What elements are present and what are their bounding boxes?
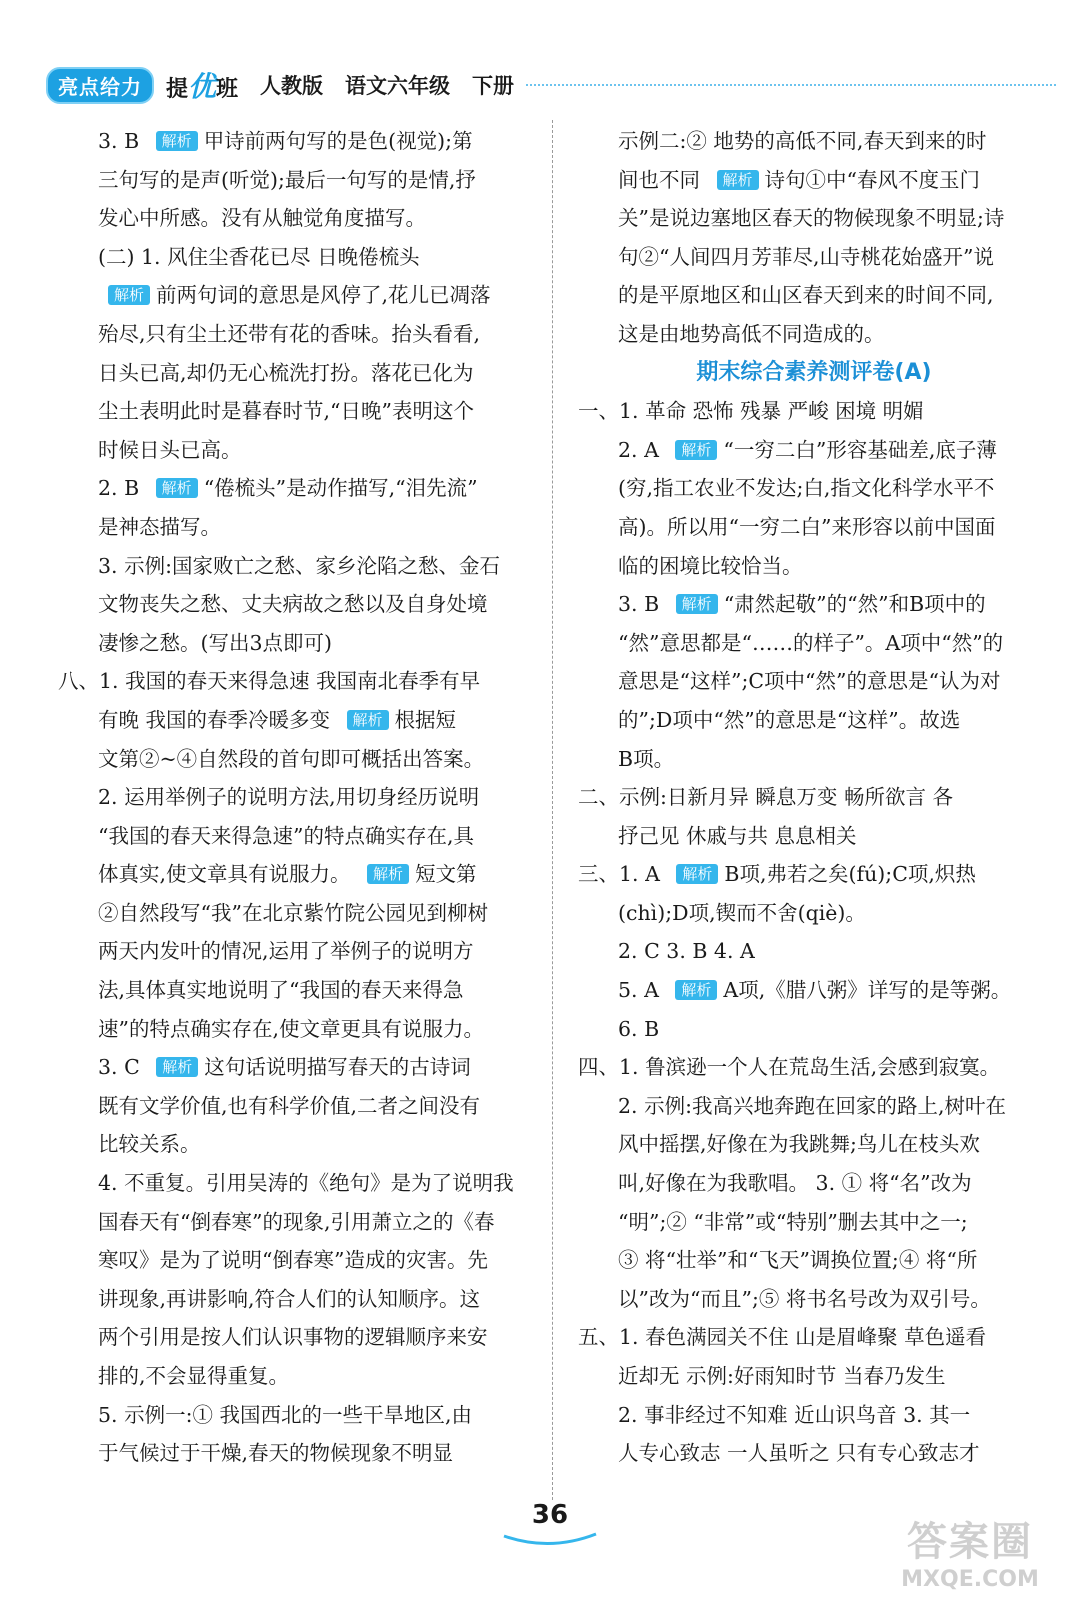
answer-line: B项。 [618,746,675,771]
answer-line: 一、1. 革命 恐怖 残暴 严峻 困境 明媚 [578,399,924,424]
analysis-tag: 解析 [156,478,198,498]
watermark [880,1510,1060,1592]
answer-line: 是神态描写。 [98,514,221,539]
answer-line: 5. A 解析 A项,《腊八粥》详写的是等粥。 [618,978,1012,1003]
answer-line: 二、示例:日新月异 瞬息万变 畅所欲言 各 [578,785,953,810]
answer-line: 意思是“这样”;C项中“然”的意思是“认为对 [618,669,1001,694]
answer-line: 有晚 我国的春季冷暖多变 解析 根据短 [98,707,457,732]
volume-label: 下册 [472,74,515,98]
answer-line: 于气候过于干燥,春天的物候现象不明显 [98,1441,454,1466]
answer-line: 高)。所以用“一穷二白”来形容以前中国面 [618,514,996,539]
brand-badge: 亮点给力 [46,67,154,104]
answer-line: 叫,好像在为我歌唱。 3. ① 将“名”改为 [618,1171,972,1196]
answer-line: 发心中所感。没有从触觉角度描写。 [98,206,426,231]
answer-line: 风中摇摆,好像在为我跳舞;鸟儿在枝头欢 [618,1132,980,1157]
answer-line: 以”改为“而且”;⑤ 将书名号改为双引号。 [618,1286,991,1311]
answer-line: 的是平原地区和山区春天到来的时间不同, [618,283,994,308]
answer-line: (穷,指工农业不发达;白,指文化科学水平不 [618,476,995,501]
answer-line: 寒叹》是为了说明“倒春寒”造成的灾害。先 [98,1248,488,1273]
answer-line: “然”意思都是“……的样子”。A项中“然”的 [618,630,1004,655]
answer-line: 2. A 解析 “一穷二白”形容基础差,底子薄 [618,437,997,462]
header-rule [526,84,1056,86]
answer-line: 排的,不会显得重复。 [98,1364,290,1388]
answer-line: 速”的特点确实存在,使文章更具有说服力。 [98,1016,484,1041]
answer-line: 5. 示例一:① 我国西北的一些干旱地区,由 [98,1402,473,1427]
analysis-tag: 解析 [676,864,718,884]
answer-line: 3. 示例:国家败亡之愁、家乡沦陷之愁、金石 [98,553,500,578]
answer-line: 3. B 解析 甲诗前两句写的是色(视觉);第 [98,129,473,153]
answer-line: “我国的春天来得急速”的特点确实存在,具 [98,823,474,848]
answer-line: 两个引用是按人们认识事物的逻辑顺序来安 [98,1325,488,1350]
analysis-tag: 解析 [717,170,759,190]
page-number-swoosh-icon [500,1530,600,1550]
left-column [58,122,528,1473]
answer-line: 四、1. 鲁滨逊一个人在荒岛生活,会感到寂寞。 [578,1055,1001,1080]
analysis-tag: 解析 [108,285,150,305]
analysis-tag: 解析 [675,440,717,460]
answer-line: 时候日头已高。 [98,437,242,462]
section-title: 期末综合素养测评卷(A) [696,359,932,385]
answer-line: 解析 前两句词的意思是风停了,花儿已凋落 [58,276,528,315]
analysis-tag: 解析 [675,980,717,1000]
answer-line: 两天内发叶的情况,运用了举例子的说明方 [98,939,474,964]
answer-line: 五、1. 春色满园关不住 山是眉峰聚 草色遥看 [578,1325,987,1350]
answer-line: 日头已高,却仍无心梳洗打扮。落花已化为 [98,360,474,385]
answer-line: 法,具体真实地说明了“我国的春天来得急 [98,978,464,1003]
answer-line: 人专心致志 一人虽听之 只有专心致志才 [618,1441,980,1466]
answer-line: 6. B [618,1016,660,1041]
watermark-url: MXQE.COM [901,1567,1039,1592]
answer-line: 凄惨之愁。(写出3点即可) [98,630,333,655]
series-title: 提优班 [166,70,239,103]
answer-line: 的”;D项中“然”的意思是“这样”。故选 [618,707,961,732]
right-column [578,122,1050,1473]
page-number: 36 [531,1500,569,1530]
analysis-tag: 解析 [156,1057,198,1077]
analysis-tag: 解析 [676,594,718,614]
answer-line: 文第②~④自然段的首句即可概括出答案。 [98,746,485,771]
page-header [46,62,1056,108]
answer-line: 示例二:② 地势的高低不同,春天到来的时 [618,129,987,153]
answer-line: 抒己见 休戚与共 息息相关 [618,823,857,848]
answer-line: 2. 运用举例子的说明方法,用切身经历说明 [98,785,480,810]
answer-line: (二) 1. 风住尘香花已尽 日晚倦梳头 [98,244,420,269]
watermark-logo: 答案圈 [907,1519,1033,1565]
answer-line: 间也不同 解析 诗句①中“春风不度玉门 [618,167,981,192]
answer-line: 这是由地势高低不同造成的。 [618,321,885,346]
answer-line: 2. 事非经过不知难 近山识鸟音 3. 其一 [618,1402,971,1427]
analysis-tag: 解析 [347,710,389,730]
subject-label: 语文六年级 [345,74,451,98]
answer-line: 三句写的是声(听觉);最后一句写的是情,抒 [98,167,476,192]
answer-line: 4. 不重复。引用吴涛的《绝句》是为了说明我 [98,1171,514,1196]
answer-line: 尘土表明此时是暮春时节,“日晚”表明这个 [98,399,474,424]
answer-line: 八、1. 我国的春天来得急速 我国南北春季有早 [58,669,481,694]
column-divider [552,120,553,1500]
answer-line: 2. 示例:我高兴地奔跑在回家的路上,树叶在 [618,1093,1006,1118]
answer-line: (chì);D项,锲而不舍(qiè)。 [618,900,866,925]
answer-line: 3. B 解析 “肃然起敬”的“然”和B项中的 [618,592,986,617]
answer-line: 既有文学价值,也有科学价值,二者之间没有 [98,1093,481,1118]
analysis-tag: 解析 [156,131,198,151]
answer-line: ②自然段写“我”在北京紫竹院公园见到柳树 [98,900,488,925]
answer-line: 殆尽,只有尘土还带有花的香味。抬头看看, [98,321,481,346]
answer-line: “明”;② “非常”或“特别”删去其中之一; [618,1209,968,1234]
answer-line: 临的困境比较恰当。 [618,553,803,578]
answer-line: 关”是说边塞地区春天的物候现象不明显;诗 [618,206,1005,231]
answer-line: ③ 将“壮举”和“飞天”调换位置;④ 将“所 [618,1248,978,1273]
answer-line: 3. C 解析 这句话说明描写春天的古诗词 [98,1055,471,1080]
answer-line: 比较关系。 [98,1132,201,1157]
answer-line: 讲现象,再讲影响,符合人们的认知顺序。这 [98,1286,481,1311]
answer-line: 句②“人间四月芳菲尽,山寺桃花始盛开”说 [618,244,994,269]
answer-line: 三、1. A 解析 B项,弗若之矣(fú);C项,炽热 [578,862,976,887]
answer-line: 2. C 3. B 4. A [618,939,755,964]
answer-line: 体真实,使文章具有说服力。 解析 短文第 [98,862,477,887]
answer-line: 2. B 解析 “倦梳头”是动作描写,“泪先流” [98,476,478,501]
analysis-tag: 解析 [367,864,409,884]
answer-line: 近却无 示例:好雨知时节 当春乃发生 [618,1364,946,1388]
edition-label: 人教版 [260,74,324,98]
answer-line: 文物丧失之愁、丈夫病故之愁以及自身处境 [98,592,488,617]
answer-line: 国春天有“倒春寒”的现象,引用萧立之的《春 [98,1209,495,1234]
